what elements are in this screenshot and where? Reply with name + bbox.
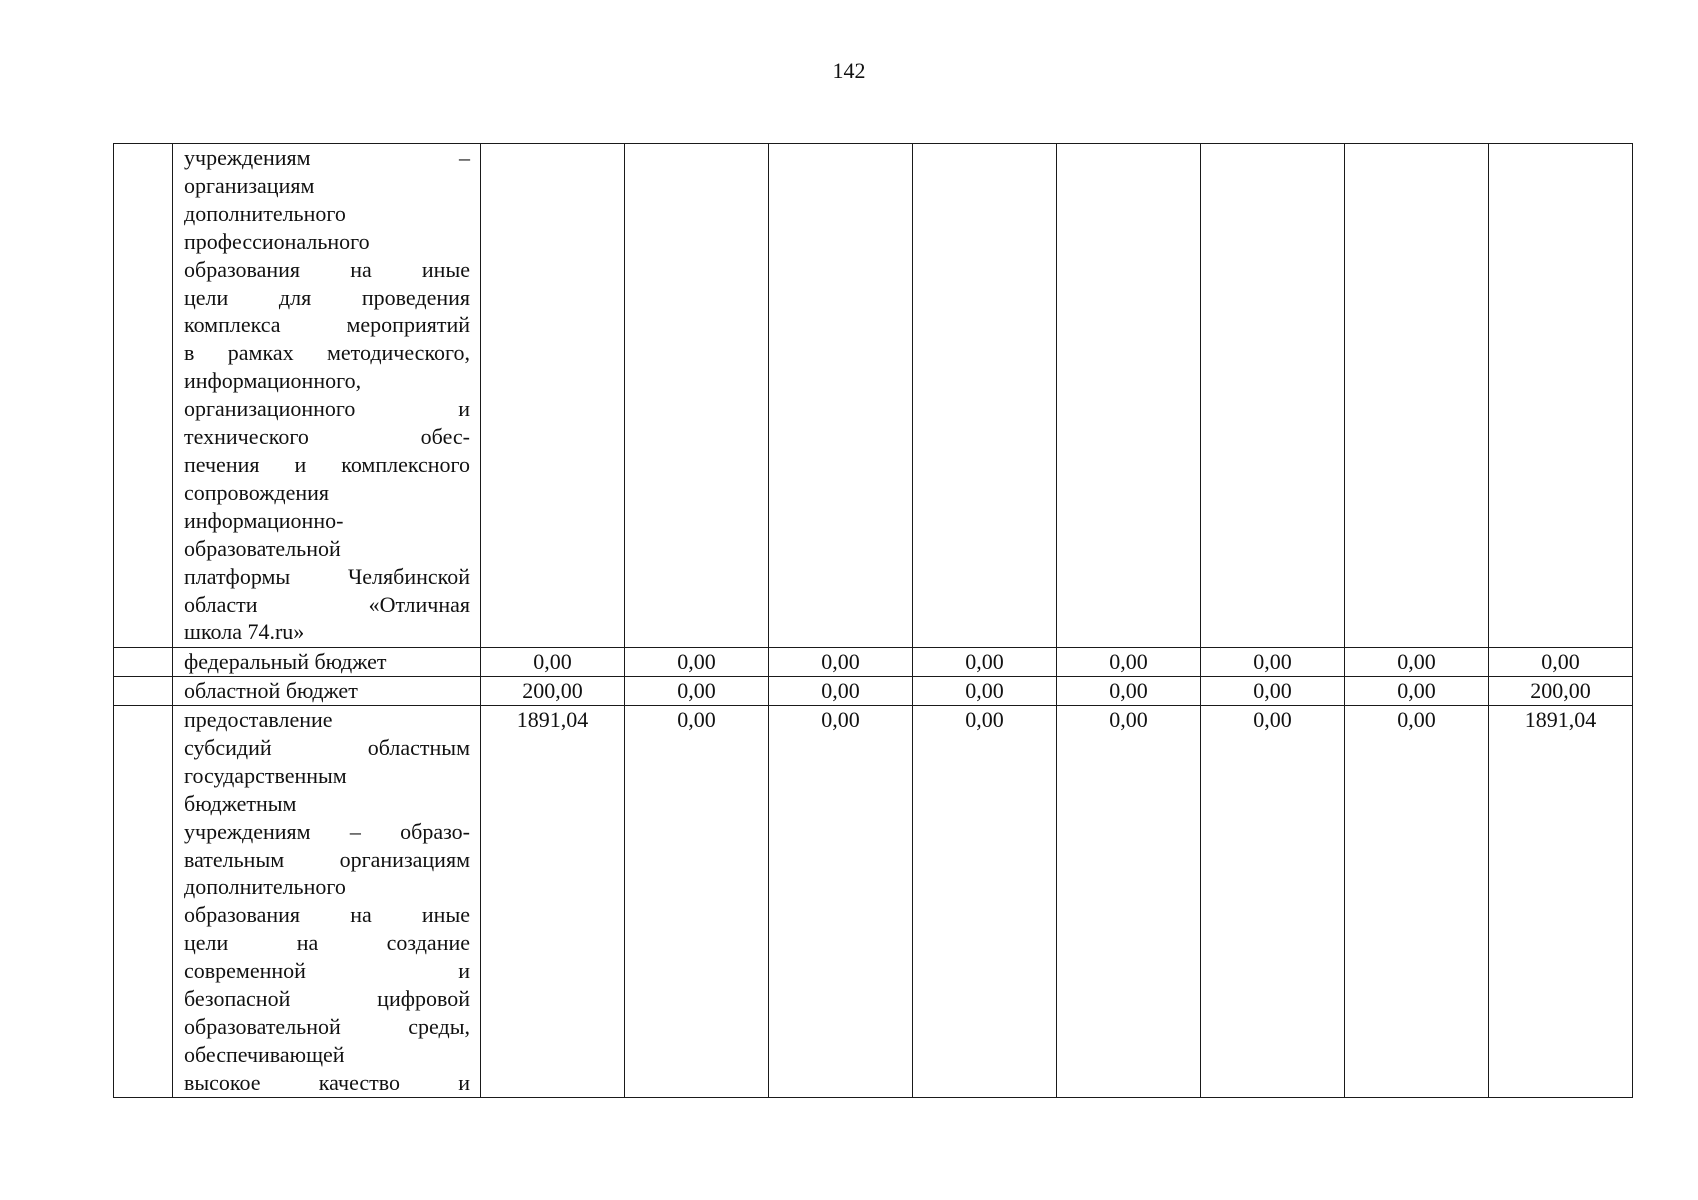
description-line: в рамках методического,: [184, 340, 470, 366]
value-cell: 0,00: [913, 677, 1057, 706]
value-cell: 0,00: [769, 648, 913, 677]
description-line: дополнительного: [184, 874, 346, 900]
page-number: 142: [832, 58, 866, 83]
description-line: профессионального: [184, 228, 370, 254]
value-cell: [1345, 144, 1489, 648]
description-line: информационно-: [184, 507, 344, 533]
description-line: безопасной цифровой: [184, 986, 470, 1012]
description-line: учреждениям – образо-: [184, 818, 470, 844]
description-line: технического обес-: [184, 424, 470, 450]
value-cell: 0,00: [625, 648, 769, 677]
description-line: организационного и: [184, 396, 470, 422]
value-cell: [1057, 144, 1201, 648]
row-description-cell: [173, 706, 481, 1098]
description-line: субсидий областным: [184, 734, 470, 760]
description-line: организациям: [184, 172, 315, 198]
value-cell: 200,00: [481, 677, 625, 706]
description-line: учреждениям –: [184, 145, 470, 170]
description-line: современной и: [184, 958, 470, 984]
table-row: [114, 648, 1633, 677]
value-cell: 0,00: [1489, 648, 1633, 677]
row-number-cell: [114, 648, 173, 677]
value-cell: [769, 144, 913, 648]
description-line: образования на иные: [184, 256, 470, 282]
row-description-cell: областной бюджет: [173, 677, 481, 706]
value-cell: 1891,04: [1489, 706, 1633, 1098]
description-line: государственным: [184, 762, 347, 788]
description-line: высокое качество и: [184, 1069, 470, 1095]
value-cell: 0,00: [1201, 677, 1345, 706]
description-line: цели на создание: [184, 930, 470, 956]
value-cell: 0,00: [913, 648, 1057, 677]
description-line: предоставление: [184, 707, 333, 732]
value-cell: [481, 144, 625, 648]
description-line: школа 74.ru»: [184, 619, 305, 645]
value-cell: 0,00: [1057, 677, 1201, 706]
description-line: информационного,: [184, 368, 362, 394]
value-cell: 0,00: [1345, 706, 1489, 1098]
table-row: [114, 144, 1633, 648]
description-line: образовательной среды,: [184, 1013, 470, 1039]
table-row: [114, 706, 1633, 1098]
value-cell: 0,00: [1057, 648, 1201, 677]
value-cell: [1201, 144, 1345, 648]
value-cell: 0,00: [769, 706, 913, 1098]
value-cell: 1891,04: [481, 706, 625, 1098]
description-line: комплекса мероприятий: [184, 312, 470, 338]
value-cell: 0,00: [1345, 648, 1489, 677]
value-cell: 0,00: [1201, 648, 1345, 677]
value-cell: 0,00: [769, 677, 913, 706]
description-line: вательным организациям: [184, 846, 470, 872]
value-cell: [625, 144, 769, 648]
value-cell: 200,00: [1489, 677, 1633, 706]
value-cell: 0,00: [625, 706, 769, 1098]
description-line: образования на иные: [184, 902, 470, 928]
row-number-cell: [114, 706, 173, 1098]
description-line: образовательной: [184, 535, 341, 561]
description-line: бюджетным: [184, 790, 297, 816]
description-line: цели для проведения: [184, 284, 470, 310]
row-number-cell: [114, 144, 173, 648]
value-cell: 0,00: [481, 648, 625, 677]
value-cell: [1489, 144, 1633, 648]
description-line: платформы Челябинской: [184, 563, 470, 589]
table-row: [114, 677, 1633, 706]
value-cell: 0,00: [625, 677, 769, 706]
description-line: области «Отличная: [184, 591, 470, 617]
value-cell: 0,00: [1201, 706, 1345, 1098]
value-cell: [913, 144, 1057, 648]
description-line: сопровождения: [184, 479, 330, 505]
row-description-cell: федеральный бюджет: [173, 648, 481, 677]
description-line: обеспечивающей: [184, 1041, 345, 1067]
value-cell: 0,00: [1057, 706, 1201, 1098]
row-number-cell: [114, 677, 173, 706]
value-cell: 0,00: [913, 706, 1057, 1098]
row-description-cell: [173, 144, 481, 648]
value-cell: 0,00: [1345, 677, 1489, 706]
budget-table: [113, 143, 1633, 1098]
description-line: печения и комплексного: [184, 451, 470, 477]
description-line: дополнительного: [184, 200, 346, 226]
